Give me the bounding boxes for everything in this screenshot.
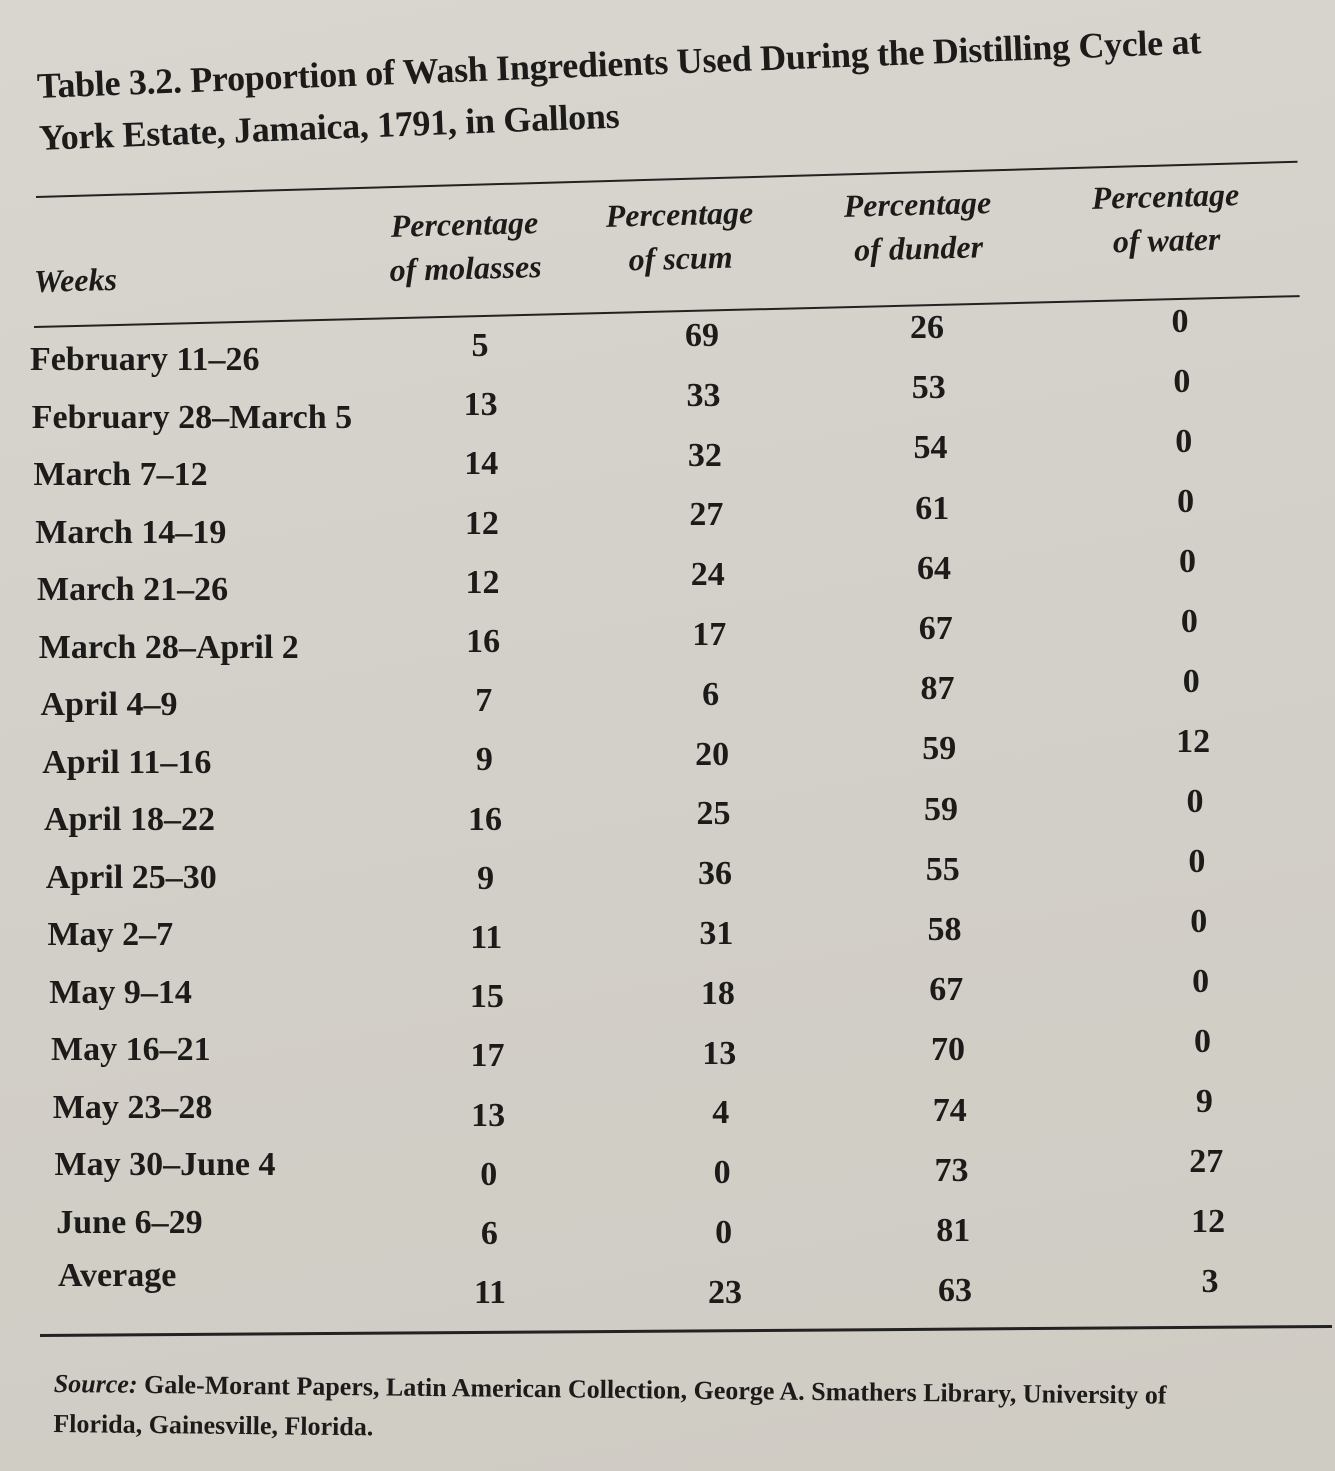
cell-molasses: 6 [480,1215,498,1252]
cell-week: March 14–19 [35,513,227,551]
cell-molasses: 13 [471,1096,506,1134]
cell-scum: 25 [696,795,731,833]
cell-molasses: 9 [475,741,493,779]
cell-week: Average [58,1257,177,1294]
column-header-dunder-line-2: of dunder [853,228,984,268]
column-header-dunder-line-1: Percentage [843,184,992,224]
cell-water: 0 [1175,423,1193,460]
cell-week: April 18–22 [44,801,215,838]
cell-water: 12 [1191,1203,1226,1240]
cell-molasses: 5 [471,327,489,364]
cell-week: February 11–26 [30,341,260,378]
cell-week: March 21–26 [37,571,229,608]
cell-water: 0 [1173,363,1191,400]
cell-water: 0 [1177,483,1195,520]
cell-scum: 27 [689,496,724,534]
cell-water: 0 [1192,963,1210,1000]
cell-dunder: 74 [932,1091,967,1129]
cell-scum: 13 [702,1034,737,1072]
cell-scum: 20 [695,735,730,773]
cell-dunder: 63 [938,1272,972,1310]
cell-water: 0 [1190,903,1208,940]
cell-scum: 6 [702,675,720,713]
cell-week: March 7–12 [33,456,208,493]
column-header-scum-line-1: Percentage [605,194,754,234]
cell-scum: 24 [690,556,725,594]
column-header-water [1045,171,1287,265]
table-title-line-2: York Estate, Jamaica, 1791, in Gallons [38,95,620,158]
cell-week: May 2–7 [47,916,174,953]
cell-scum: 23 [708,1273,742,1311]
cell-week: April 4–9 [40,686,178,723]
cell-water: 12 [1176,723,1211,760]
cell-molasses: 14 [464,445,499,483]
cell-week: May 23–28 [52,1088,213,1126]
cell-water: 0 [1186,783,1204,820]
cell-water: 0 [1171,303,1189,340]
source-text-line-2: Florida, Gainesville, Florida. [53,1408,374,1442]
cell-molasses: 9 [477,859,495,897]
cell-molasses: 0 [480,1155,498,1193]
cell-molasses: 13 [463,386,498,424]
cell-week: May 30–June 4 [54,1146,276,1183]
cell-water: 0 [1179,543,1196,580]
table-title [36,12,1299,164]
cell-dunder: 54 [913,429,948,467]
source-label: Source: [53,1368,138,1399]
cell-scum: 69 [685,317,719,354]
cell-molasses: 17 [470,1037,505,1075]
cell-dunder: 64 [917,549,951,587]
cell-water: 0 [1188,843,1206,880]
cell-scum: 33 [686,376,721,414]
cell-dunder: 67 [929,971,964,1009]
cell-week: June 6–29 [56,1203,203,1241]
cell-scum: 31 [699,915,734,952]
cell-dunder: 67 [918,610,953,647]
cell-dunder: 81 [936,1212,971,1249]
cell-water: 0 [1194,1023,1211,1060]
cell-dunder: 58 [927,911,962,948]
cell-molasses: 16 [466,623,501,660]
column-header-weeks: Weeks [33,260,118,300]
cell-water: 3 [1201,1263,1219,1300]
cell-scum: 0 [715,1214,733,1251]
cell-molasses: 15 [469,978,504,1016]
column-header-water-line-2: of water [1112,220,1221,260]
cell-dunder: 87 [920,670,955,708]
cell-dunder: 59 [922,730,957,768]
cell-water: 0 [1182,663,1200,700]
cell-week: April 25–30 [45,858,217,896]
column-header-scum-line-2: of scum [628,238,734,278]
table-title-line-1: Table 3.2. Proportion of Wash Ingredients Used During the Distilling Cycle at [36,21,1202,106]
cell-week: March 28–April 2 [38,628,299,666]
cell-dunder: 26 [910,309,944,346]
cell-week: April 11–16 [42,743,212,781]
cell-molasses: 12 [464,504,499,542]
cell-week: May 16–21 [51,1031,211,1068]
cell-water: 27 [1189,1143,1224,1180]
cell-dunder: 70 [931,1031,965,1069]
source-text: Gale-Morant Papers, Latin American Collection, George A. Smathers Library, University of [137,1369,1167,1410]
bottom-rule [40,1325,1332,1337]
column-header-molasses-line-1: Percentage [390,204,539,244]
source-note [53,1364,1304,1457]
cell-scum: 0 [713,1154,731,1192]
cell-dunder: 59 [924,790,958,828]
cell-water: 0 [1180,603,1198,640]
cell-molasses: 7 [475,682,493,720]
cell-scum: 17 [692,616,727,653]
column-header-molasses-line-2: of molasses [389,248,543,288]
cell-scum: 18 [700,974,735,1012]
cell-scum: 4 [712,1094,730,1132]
column-header-scum [559,189,801,283]
cell-dunder: 53 [911,369,946,407]
column-header-water-line-1: Percentage [1091,176,1240,216]
cell-molasses: 12 [465,563,500,601]
column-header-dunder [797,179,1039,273]
cell-water: 9 [1195,1083,1213,1120]
column-header-molasses [344,199,586,293]
cell-week: May 9–14 [49,973,192,1011]
cell-week: February 28–March 5 [31,398,353,436]
cell-molasses: 16 [468,800,502,838]
cell-molasses: 11 [470,919,503,956]
cell-scum: 36 [697,855,732,893]
cell-molasses: 11 [473,1274,507,1312]
cell-scum: 32 [687,436,722,474]
cell-dunder: 61 [915,489,950,527]
cell-dunder: 55 [925,850,960,888]
cell-dunder: 73 [934,1151,969,1189]
